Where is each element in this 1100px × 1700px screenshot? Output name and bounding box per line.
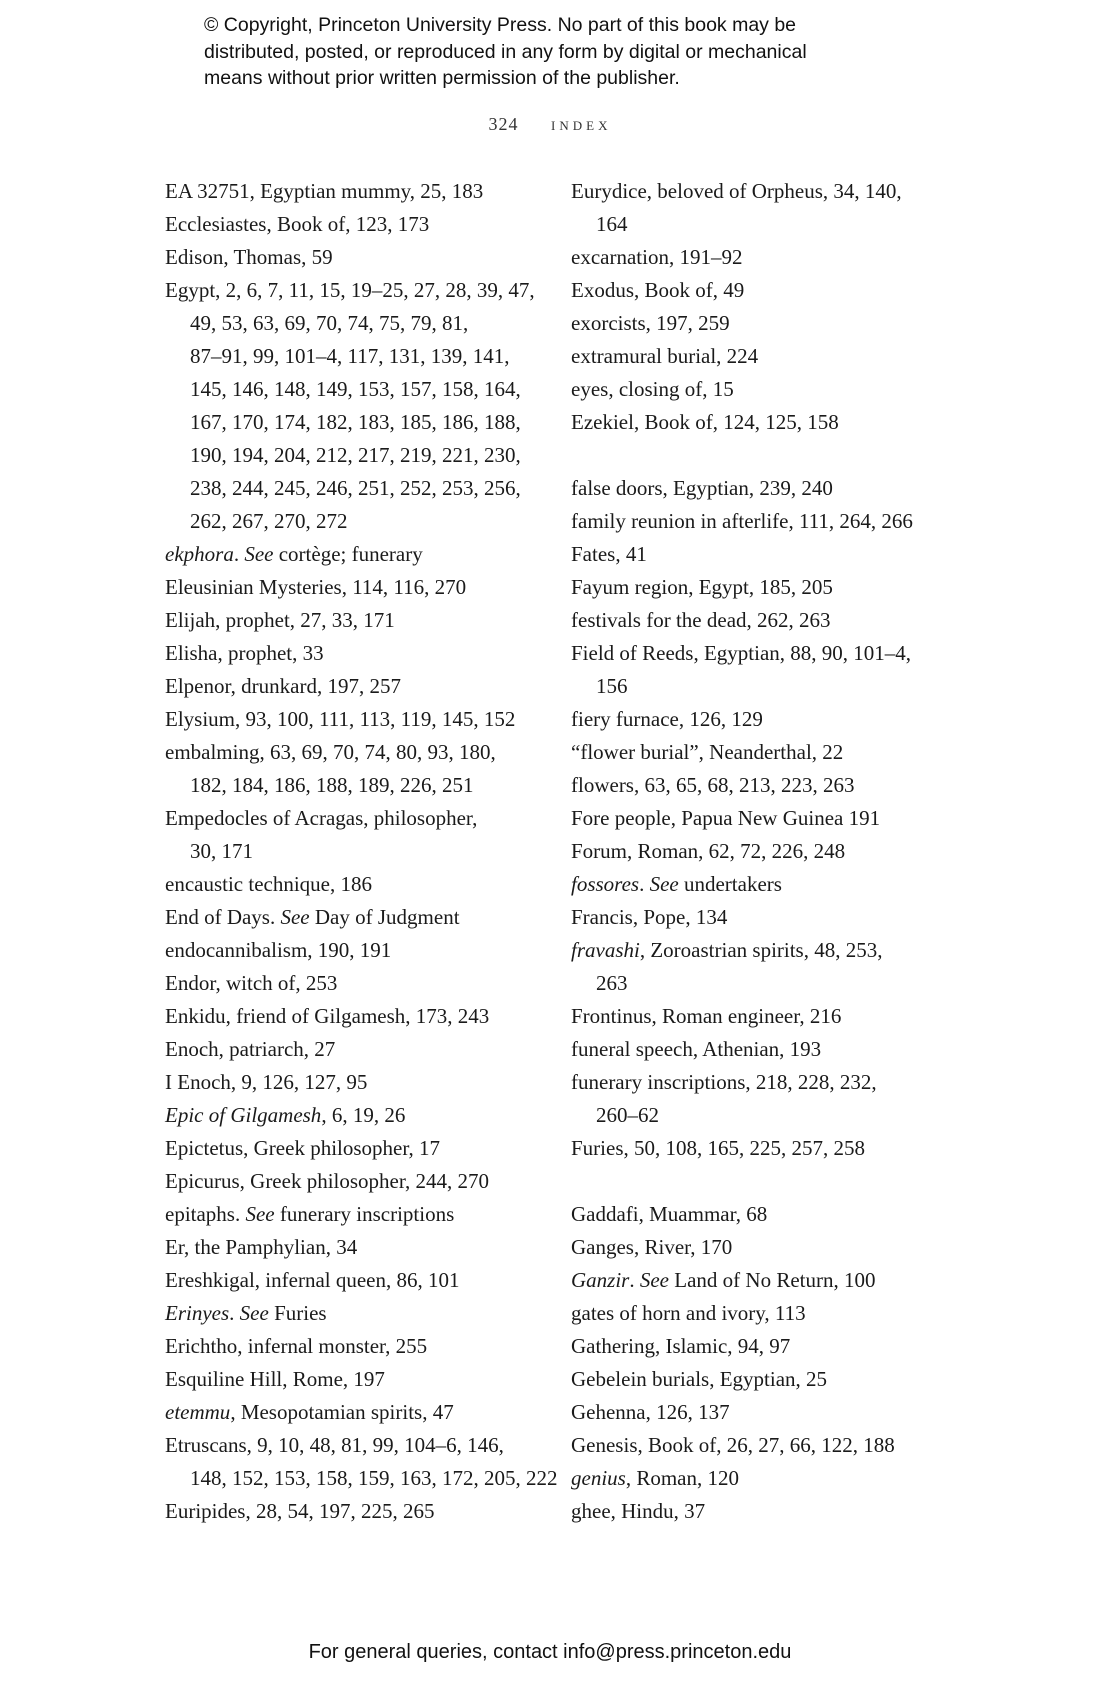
- entry-text: Fates, 41: [571, 542, 647, 566]
- entry-text: Er, the Pamphylian, 34: [165, 1235, 358, 1259]
- index-entry: [571, 274, 991, 307]
- index-entry: [165, 1132, 565, 1165]
- entry-text: false doors, Egyptian, 239, 240: [571, 476, 833, 500]
- index-entry: [165, 1363, 565, 1396]
- entry-text: Elysium, 93, 100, 111, 113, 119, 145, 152: [165, 707, 516, 731]
- index-entry-continuation: [165, 307, 565, 340]
- index-entry-line: [571, 538, 991, 571]
- index-entry: [165, 868, 565, 901]
- entry-text: Ganges, River, 170: [571, 1235, 733, 1259]
- entry-text: Gaddafi, Muammar, 68: [571, 1202, 768, 1226]
- entry-text: .: [229, 1301, 240, 1325]
- index-entry: [571, 340, 991, 373]
- index-entry: [571, 1033, 991, 1066]
- index-entry-line: [165, 1231, 565, 1264]
- index-entry: [571, 1330, 991, 1363]
- copyright-line: means without prior written permission of the publisher.: [204, 67, 680, 89]
- index-entry: [571, 1495, 991, 1528]
- entry-text: fiery furnace, 126, 129: [571, 707, 763, 731]
- entry-text: eyes, closing of, 15: [571, 377, 734, 401]
- entry-text: 164: [596, 212, 628, 236]
- entry-text: ghee, Hindu, 37: [571, 1499, 706, 1523]
- entry-text: Egypt, 2, 6, 7, 11, 15, 19–25, 27, 28, 39, 47,: [165, 278, 535, 302]
- index-entry-line: [571, 835, 991, 868]
- index-entry: [165, 934, 565, 967]
- italic-text: etemmu: [165, 1400, 231, 1424]
- index-entry-line: [571, 340, 991, 373]
- index-entry: [571, 505, 991, 538]
- entry-text: Frontinus, Roman engineer, 216: [571, 1004, 842, 1028]
- index-entry-line: [571, 868, 991, 901]
- index-entry: [165, 571, 565, 604]
- index-entry-line: [165, 967, 565, 1000]
- entry-text: Gebelein burials, Egyptian, 25: [571, 1367, 828, 1391]
- entry-text: Epicurus, Greek philosopher, 244, 270: [165, 1169, 490, 1193]
- index-entry-continuation: [165, 472, 565, 505]
- index-entry-line: [571, 472, 991, 505]
- index-entry-line: [165, 1396, 565, 1429]
- entry-text: funerary inscriptions, 218, 228, 232,: [571, 1070, 877, 1094]
- index-entry: [571, 373, 991, 406]
- entry-text: End of Days.: [165, 905, 281, 929]
- index-entry-line: [165, 604, 565, 637]
- italic-text: fravashi: [571, 938, 640, 962]
- index-entry: [571, 1429, 991, 1462]
- index-entry-line: [165, 934, 565, 967]
- index-entry: [165, 241, 565, 274]
- entry-text: , Mesopotamian spirits, 47: [230, 1400, 454, 1424]
- index-entry-line: [165, 901, 565, 934]
- index-entry: [165, 1033, 565, 1066]
- index-entry-line: [571, 274, 991, 307]
- index-entry: [571, 175, 991, 241]
- index-entry-line: [571, 406, 991, 439]
- index-entry: [165, 703, 565, 736]
- entry-text: 190, 194, 204, 212, 217, 219, 221, 230,: [190, 443, 521, 467]
- entry-text: Ezekiel, Book of, 124, 125, 158: [571, 410, 839, 434]
- index-entry-continuation: [165, 1462, 565, 1495]
- index-entry: [571, 769, 991, 802]
- entry-text: .: [233, 542, 245, 566]
- index-entry: [165, 538, 565, 571]
- italic-text: See: [245, 1202, 275, 1226]
- index-entry: [165, 1330, 565, 1363]
- entry-text: 87–91, 99, 101–4, 117, 131, 139, 141,: [190, 344, 510, 368]
- index-entry: [571, 538, 991, 571]
- letter-section-gap: [571, 1165, 991, 1198]
- index-entry-line: [571, 1198, 991, 1231]
- entry-text: Edison, Thomas, 59: [165, 245, 333, 269]
- index-entry-line: [165, 802, 565, 835]
- entry-text: Epictetus, Greek philosopher, 17: [165, 1136, 441, 1160]
- index-entry: [165, 901, 565, 934]
- index-entry: [571, 604, 991, 637]
- index-entry: [571, 307, 991, 340]
- entry-text: Forum, Roman, 62, 72, 226, 248: [571, 839, 846, 863]
- entry-text: funerary inscriptions: [274, 1202, 455, 1226]
- entry-text: 182, 184, 186, 188, 189, 226, 251: [190, 773, 474, 797]
- index-entry: [165, 208, 565, 241]
- entry-text: 260–62: [596, 1103, 659, 1127]
- index-entry-line: [165, 1495, 565, 1528]
- index-entry: [165, 175, 565, 208]
- letter-section-gap: [571, 439, 991, 472]
- entry-text: Genesis, Book of, 26, 27, 66, 122, 188: [571, 1433, 895, 1457]
- index-entry-continuation: [165, 835, 565, 868]
- index-entry: [571, 703, 991, 736]
- index-entry: [571, 1000, 991, 1033]
- index-entry: [571, 241, 991, 274]
- footer-contact: For general queries, contact info@press.princeton.edu: [308, 1641, 792, 1663]
- index-entry-line: [571, 604, 991, 637]
- index-entry-line: [165, 1429, 565, 1462]
- entry-text: Ereshkigal, infernal queen, 86, 101: [165, 1268, 460, 1292]
- entry-text: Elpenor, drunkard, 197, 257: [165, 674, 401, 698]
- running-head: [0, 114, 1100, 135]
- index-entry: [165, 1396, 565, 1429]
- entry-text: I Enoch, 9, 126, 127, 95: [165, 1070, 368, 1094]
- index-entry: [165, 637, 565, 670]
- index-entry-line: [571, 1297, 991, 1330]
- entry-text: 49, 53, 63, 69, 70, 74, 75, 79, 81,: [190, 311, 469, 335]
- index-entry: [165, 1297, 565, 1330]
- entry-text: Gehenna, 126, 137: [571, 1400, 730, 1424]
- index-entry: [165, 670, 565, 703]
- index-entry-line: [165, 241, 565, 274]
- index-entry-line: [165, 1198, 565, 1231]
- index-entry-continuation: [165, 340, 565, 373]
- entry-text: Furies, 50, 108, 165, 225, 257, 258: [571, 1136, 865, 1160]
- index-entry: [571, 1462, 991, 1495]
- index-entry: [165, 802, 565, 868]
- index-entry-line: [571, 1066, 991, 1099]
- index-entry-line: [165, 208, 565, 241]
- italic-text: See: [244, 542, 274, 566]
- index-entry: [571, 1396, 991, 1429]
- index-entry-line: [571, 1495, 991, 1528]
- index-entry-continuation: [571, 670, 991, 703]
- index-entry: [571, 934, 991, 1000]
- index-entry-line: [165, 538, 565, 571]
- index-column-left: [165, 175, 565, 1528]
- index-entry: [571, 901, 991, 934]
- entry-text: 262, 267, 270, 272: [190, 509, 348, 533]
- index-entry-line: [571, 637, 991, 670]
- index-entry-line: [165, 868, 565, 901]
- italic-text: Epic of Gilgamesh: [165, 1103, 322, 1127]
- entry-text: Land of No Return, 100: [669, 1268, 876, 1292]
- entry-text: Field of Reeds, Egyptian, 88, 90, 101–4,: [571, 641, 912, 665]
- entry-text: encaustic technique, 186: [165, 872, 373, 896]
- entry-text: Empedocles of Acragas, philosopher,: [165, 806, 478, 830]
- index-entry-line: [165, 1000, 565, 1033]
- index-entry-line: [165, 571, 565, 604]
- index-entry-line: [571, 1429, 991, 1462]
- copyright-line: © Copyright, Princeton University Press. No part of this book may be: [204, 14, 797, 36]
- entry-text: 30, 171: [190, 839, 253, 863]
- index-entry: [571, 1132, 991, 1165]
- index-entry-continuation: [165, 406, 565, 439]
- index-entry: [571, 1363, 991, 1396]
- index-entry-line: [571, 1231, 991, 1264]
- index-entry-continuation: [571, 208, 991, 241]
- index-entry-line: [165, 274, 565, 307]
- index-entry-continuation: [571, 1099, 991, 1132]
- italic-text: See: [639, 1268, 670, 1292]
- entry-text: 263: [596, 971, 628, 995]
- index-entry-line: [571, 1396, 991, 1429]
- index-entry: [571, 637, 991, 703]
- index-entry-line: [571, 703, 991, 736]
- copyright-notice: [204, 12, 964, 92]
- index-entry: [571, 1198, 991, 1231]
- entry-text: endocannibalism, 190, 191: [165, 938, 392, 962]
- index-column-right: [571, 175, 991, 1528]
- index-entry: [571, 736, 991, 769]
- index-entry: [571, 868, 991, 901]
- entry-text: Eurydice, beloved of Orpheus, 34, 140,: [571, 179, 902, 203]
- italic-text: See: [649, 872, 679, 896]
- entry-text: , Zoroastrian spirits, 48, 253,: [639, 938, 883, 962]
- index-entry: [571, 1231, 991, 1264]
- entry-text: Fore people, Papua New Guinea 191: [571, 806, 881, 830]
- index-entry-continuation: [571, 967, 991, 1000]
- entry-text: 145, 146, 148, 149, 153, 157, 158, 164,: [190, 377, 521, 401]
- index-entry: [165, 1264, 565, 1297]
- page-title: index: [551, 114, 612, 134]
- entry-text: Day of Judgment: [309, 905, 460, 929]
- entry-text: epitaphs.: [165, 1202, 246, 1226]
- index-entry-continuation: [165, 769, 565, 802]
- index-entry-line: [165, 736, 565, 769]
- index-entry: [165, 1066, 565, 1099]
- entry-text: festivals for the dead, 262, 263: [571, 608, 831, 632]
- index-entry-line: [571, 1264, 991, 1297]
- entry-text: Elijah, prophet, 27, 33, 171: [165, 608, 395, 632]
- index-entry: [571, 835, 991, 868]
- index-entry-line: [165, 1165, 565, 1198]
- index-entry-line: [165, 175, 565, 208]
- entry-text: Exodus, Book of, 49: [571, 278, 745, 302]
- entry-text: Fayum region, Egypt, 185, 205: [571, 575, 833, 599]
- italic-text: Ganzir: [571, 1268, 630, 1292]
- index-entry-line: [165, 670, 565, 703]
- index-entry-line: [571, 736, 991, 769]
- index-entry: [165, 1165, 565, 1198]
- index-entry-line: [571, 934, 991, 967]
- index-entry-line: [571, 373, 991, 406]
- entry-text: undertakers: [678, 872, 782, 896]
- index-entry-line: [165, 1363, 565, 1396]
- index-entry-line: [571, 505, 991, 538]
- index-entry-line: [165, 703, 565, 736]
- entry-text: 148, 152, 153, 158, 159, 163, 172, 205, 222: [190, 1466, 558, 1490]
- entry-text: Ecclesiastes, Book of, 123, 173: [165, 212, 430, 236]
- index-entry: [165, 1198, 565, 1231]
- index-entry-line: [165, 1330, 565, 1363]
- index-entry-line: [165, 637, 565, 670]
- index-entry-line: [571, 901, 991, 934]
- italic-text: See: [239, 1301, 269, 1325]
- entry-text: excarnation, 191–92: [571, 245, 743, 269]
- entry-text: 238, 244, 245, 246, 251, 252, 253, 256,: [190, 476, 521, 500]
- entry-text: family reunion in afterlife, 111, 264, 266: [571, 509, 913, 533]
- entry-text: “flower burial”, Neanderthal, 22: [571, 740, 844, 764]
- entry-text: Enkidu, friend of Gilgamesh, 173, 243: [165, 1004, 490, 1028]
- italic-text: See: [280, 905, 310, 929]
- index-entry-line: [571, 1000, 991, 1033]
- index-entry-line: [571, 802, 991, 835]
- index-entry: [165, 1099, 565, 1132]
- index-entry: [571, 1264, 991, 1297]
- entry-text: 156: [596, 674, 628, 698]
- entry-text: Etruscans, 9, 10, 48, 81, 99, 104–6, 146,: [165, 1433, 504, 1457]
- entry-text: Enoch, patriarch, 27: [165, 1037, 336, 1061]
- index-entry: [571, 406, 991, 439]
- entry-text: Eleusinian Mysteries, 114, 116, 270: [165, 575, 467, 599]
- italic-text: ekphora: [165, 542, 234, 566]
- index-entry: [165, 1495, 565, 1528]
- entry-text: Euripides, 28, 54, 197, 225, 265: [165, 1499, 435, 1523]
- index-entry-line: [571, 175, 991, 208]
- entry-text: exorcists, 197, 259: [571, 311, 730, 335]
- index-entry-line: [571, 769, 991, 802]
- index-entry: [165, 1000, 565, 1033]
- index-entry: [165, 967, 565, 1000]
- entry-text: cortège; funerary: [273, 542, 423, 566]
- entry-text: .: [639, 872, 650, 896]
- index-entry-line: [165, 1132, 565, 1165]
- index-entry-line: [571, 307, 991, 340]
- index-entry-continuation: [165, 439, 565, 472]
- index-entry-continuation: [165, 373, 565, 406]
- italic-text: genius: [571, 1466, 626, 1490]
- entry-text: flowers, 63, 65, 68, 213, 223, 263: [571, 773, 855, 797]
- entry-text: Elisha, prophet, 33: [165, 641, 324, 665]
- index-entry: [165, 274, 565, 538]
- index-entry-line: [571, 571, 991, 604]
- entry-text: , Roman, 120: [625, 1466, 739, 1490]
- entry-text: Endor, witch of, 253: [165, 971, 338, 995]
- entry-text: embalming, 63, 69, 70, 74, 80, 93, 180,: [165, 740, 496, 764]
- index-entry-line: [165, 1099, 565, 1132]
- index-entry: [165, 1429, 565, 1495]
- entry-text: EA 32751, Egyptian mummy, 25, 183: [165, 179, 484, 203]
- index-entry: [571, 1066, 991, 1132]
- index-entry-line: [571, 1363, 991, 1396]
- entry-text: Erichtho, infernal monster, 255: [165, 1334, 428, 1358]
- index-entry-line: [571, 1033, 991, 1066]
- entry-text: Furies: [268, 1301, 327, 1325]
- entry-text: 167, 170, 174, 182, 183, 185, 186, 188,: [190, 410, 521, 434]
- index-entry: [571, 571, 991, 604]
- index-entry-continuation: [165, 505, 565, 538]
- entry-text: gates of horn and ivory, 113: [571, 1301, 806, 1325]
- entry-text: Gathering, Islamic, 94, 97: [571, 1334, 791, 1358]
- entry-text: , 6, 19, 26: [321, 1103, 406, 1127]
- index-entry-line: [165, 1297, 565, 1330]
- entry-text: extramural burial, 224: [571, 344, 759, 368]
- index-entry: [165, 604, 565, 637]
- italic-text: fossores: [571, 872, 640, 896]
- index-entry-line: [571, 1462, 991, 1495]
- index-entry: [165, 1231, 565, 1264]
- index-entry: [571, 472, 991, 505]
- entry-text: funeral speech, Athenian, 193: [571, 1037, 822, 1061]
- index-entry-line: [165, 1066, 565, 1099]
- entry-text: .: [629, 1268, 640, 1292]
- index-entry-line: [165, 1033, 565, 1066]
- page-number: 324: [488, 114, 519, 134]
- index-entry-line: [165, 1264, 565, 1297]
- index-entry: [165, 736, 565, 802]
- index-entry: [571, 1297, 991, 1330]
- index-entry: [571, 802, 991, 835]
- entry-text: Esquiline Hill, Rome, 197: [165, 1367, 385, 1391]
- index-entry-line: [571, 241, 991, 274]
- index-entry-line: [571, 1330, 991, 1363]
- entry-text: Francis, Pope, 134: [571, 905, 728, 929]
- italic-text: Erinyes: [165, 1301, 230, 1325]
- copyright-line: distributed, posted, or reproduced in any form by digital or mechanical: [204, 40, 807, 63]
- index-entry-line: [571, 1132, 991, 1165]
